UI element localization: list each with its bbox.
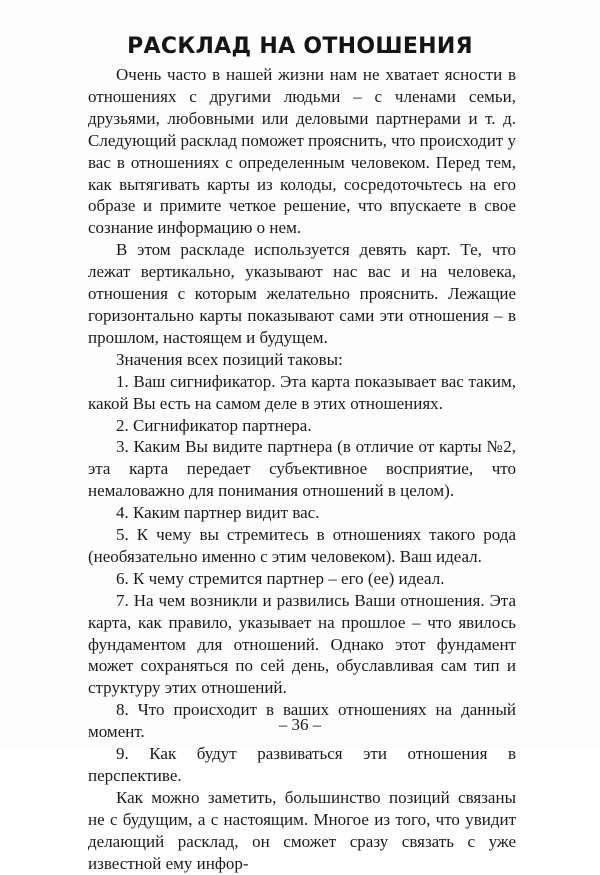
position-item-4: 4. Каким партнер видит вас. — [116, 503, 320, 523]
position-item-8: 8. Что происходит в ваших отношениях на данный момент. — [88, 700, 516, 742]
position-item-9: 9. Как будут развиваться эти отношения в перспективе. — [88, 744, 516, 785]
paragraph-intro: Очень часто в нашей жизни нам не хватает ясности в отношениях с другими людьми – с членами семьи, друзьями, любовными или деловыми партнерами и т. д. Следующий расклад поможет прояснить, что происходит у вас в отношениях с определенным человеком. Перед тем, как вытягивать карты из колоды, сосредоточьтесь на его образе и примите четкое решение, что впускаете в свое сознание информацию о нем. — [88, 65, 516, 238]
position-item-1: 1. Ваш сигнификатор. Эта карта показывает вас таким, какой Вы есть на самом деле в этих отношениях. — [88, 371, 516, 413]
page-number: – 36 – — [278, 715, 322, 734]
page-title: РАСКЛАД НА ОТНОШЕНИЯ — [127, 34, 473, 59]
position-item-5: 5. К чему вы стремитесь в отношениях такого рода (необязательно именно с этим человеком). Ваш идеал. — [88, 525, 516, 566]
position-item-3: 3. Каким Вы видите партнера (в отличие от карты №2, эта карта передает субъективное восприятие, что немаловажно для понимания отношений в целом). — [88, 437, 516, 501]
paragraph-layout: В этом раскладе используется девять карт. Те, что лежат вертикально, указывают нас вас и на человека, отношения с которым желательно прояснить. Лежащие горизонтально карты показывают сами эти отношения – в прошлом, настоящем и будущем. — [88, 240, 516, 347]
position-item-6: 6. К чему стремится партнер – его (ее) идеал. — [116, 568, 445, 588]
position-item-7: 7. На чем возникли и развились Ваши отношения. Эта карта, как правило, указывает на прошлое – что явилось фундаментом для отношений. Однако этот фундамент может сохраняться по сей день, обуславливая сам тип и структуру этих отношений. — [88, 590, 516, 698]
paragraph-positions-heading: Значения всех позиций таковы: — [116, 349, 343, 369]
position-item-2: 2. Сигнификатор партнера. — [116, 415, 312, 435]
paragraph-conclusion: Как можно заметить, большинство позиций связаны не с будущим, а с настоящим. Многое из того, что увидит делающий расклад, он сможет сразу связать с уже известной ему инфор- — [88, 787, 516, 873]
body-text — [88, 64, 516, 875]
